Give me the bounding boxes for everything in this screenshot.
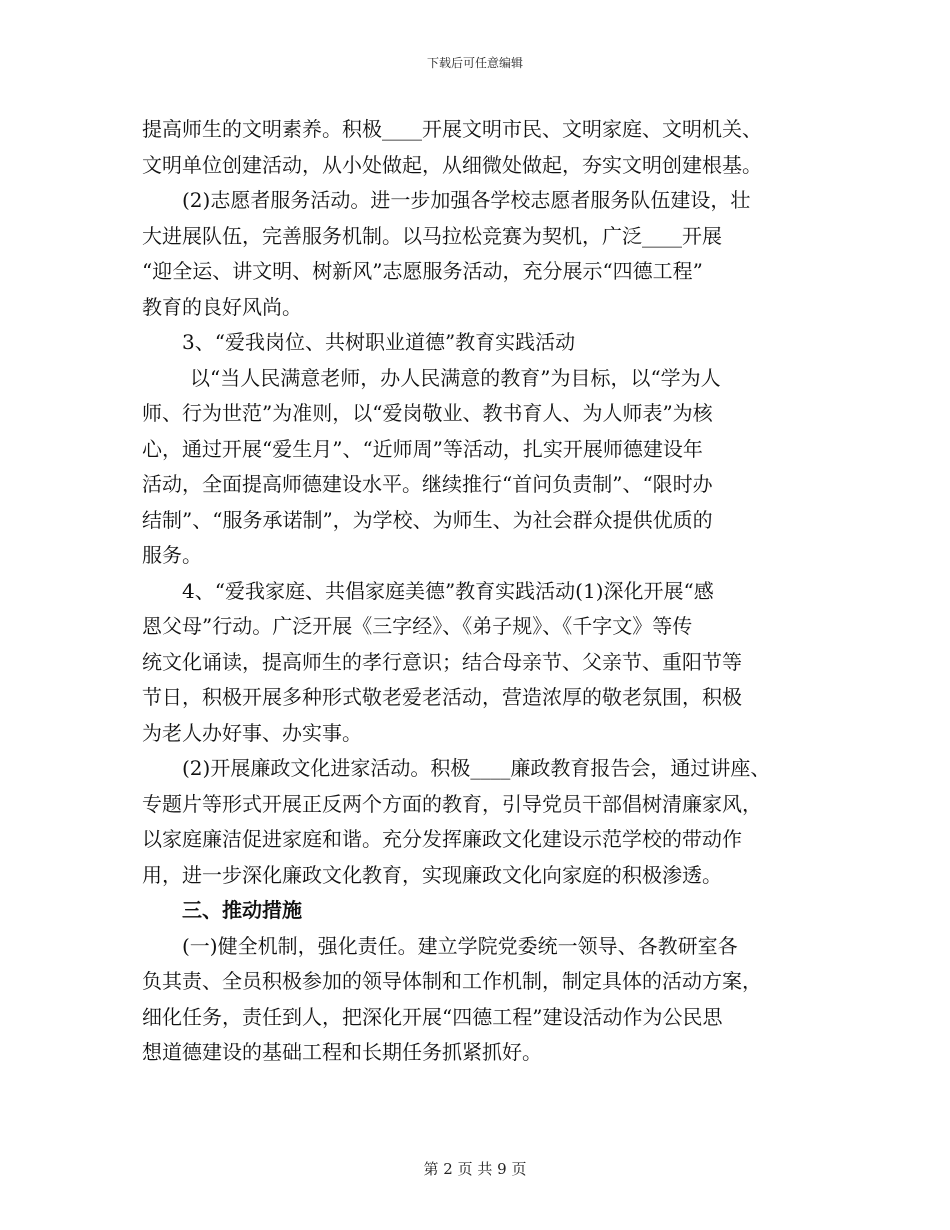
page-header: 下载后可任意编辑 (426, 56, 523, 70)
body-line: 师、行为世范”为准则，以“爱岗敬业、教书育人、为人师表”为核 (142, 401, 713, 425)
body-line: 文明单位创建活动，从小处做起，从细微处做起，夯实文明创建根基。 (142, 152, 762, 177)
document-body (142, 112, 822, 1071)
page-footer: 第 2 页 共 9 页 (423, 1160, 527, 1178)
body-line: 大进展队伍，完善服务机制。以马拉松竞赛为契机，广泛____开展 (142, 223, 722, 248)
body-line: 以家庭廉洁促进家庭和谐。充分发挥廉政文化建设示范学校的带动作 (142, 827, 742, 851)
paragraph-start: (2)志愿者服务活动。进一步加强各学校志愿者服务队伍建设，壮 (182, 188, 751, 212)
section-heading: 4、“爱我家庭、共倡家庭美德”教育实践活动(1)深化开展“感 (182, 578, 714, 603)
body-line: 为老人办好事、办实事。 (142, 720, 362, 745)
chapter-heading: 三、推动措施 (182, 898, 302, 922)
body-line: 专题片等形式开展正反两个方面的教育，引导党员干部倡树清廉家风， (142, 791, 762, 816)
body-line: 负其责、全员积极参加的领导体制和工作机制，制定具体的活动方案， (142, 969, 762, 993)
body-line: 心，通过开展“爱生月”、“近师周”等活动，扎实开展师德建设年 (142, 436, 703, 461)
body-line: 提高师生的文明素养。积极____开展文明市民、文明家庭、文明机关、 (142, 117, 762, 141)
body-line: 用，进一步深化廉政文化教育，实现廉政文化向家庭的积极渗透。 (142, 862, 722, 887)
body-line: 细化任务，责任到人，把深化开展“四德工程”建设活动作为公民思 (142, 1004, 723, 1029)
body-line: 服务。 (142, 543, 202, 567)
body-line: 统文化诵读，提高师生的孝行意识；结合母亲节、父亲节、重阳节等 (142, 649, 742, 674)
body-line: 结制”、“服务承诺制”，为学校、为师生、为社会群众提供优质的 (142, 507, 713, 532)
paragraph-start: 以“当人民满意老师，办人民满意的教育”为目标，以“学为人 (190, 365, 721, 390)
body-line: 活动，全面提高师德建设水平。继续推行“首问负责制”、“限时办 (142, 472, 713, 496)
paragraph-start: (一)健全机制，强化责任。建立学院党委统一领导、各教研室各 (182, 933, 738, 958)
body-line: 教育的良好风尚。 (142, 294, 302, 319)
body-line: 想道德建设的基础工程和长期任务抓紧抓好。 (142, 1040, 542, 1064)
section-heading: 3、“爱我岗位、共树职业道德”教育实践活动 (182, 330, 576, 354)
body-line: 恩父母”行动。广泛开展《三字经》、《弟子规》、《千字文》等传 (142, 614, 693, 638)
paragraph-start: (2)开展廉政文化进家活动。积极____廉政教育报告会，通过讲座、 (182, 756, 771, 780)
body-line: 节日，积极开展多种形式敬老爱老活动，营造浓厚的敬老氛围，积极 (142, 685, 742, 709)
body-line: “迎全运、讲文明、树新风”志愿服务活动，充分展示“四德工程” (142, 259, 703, 283)
